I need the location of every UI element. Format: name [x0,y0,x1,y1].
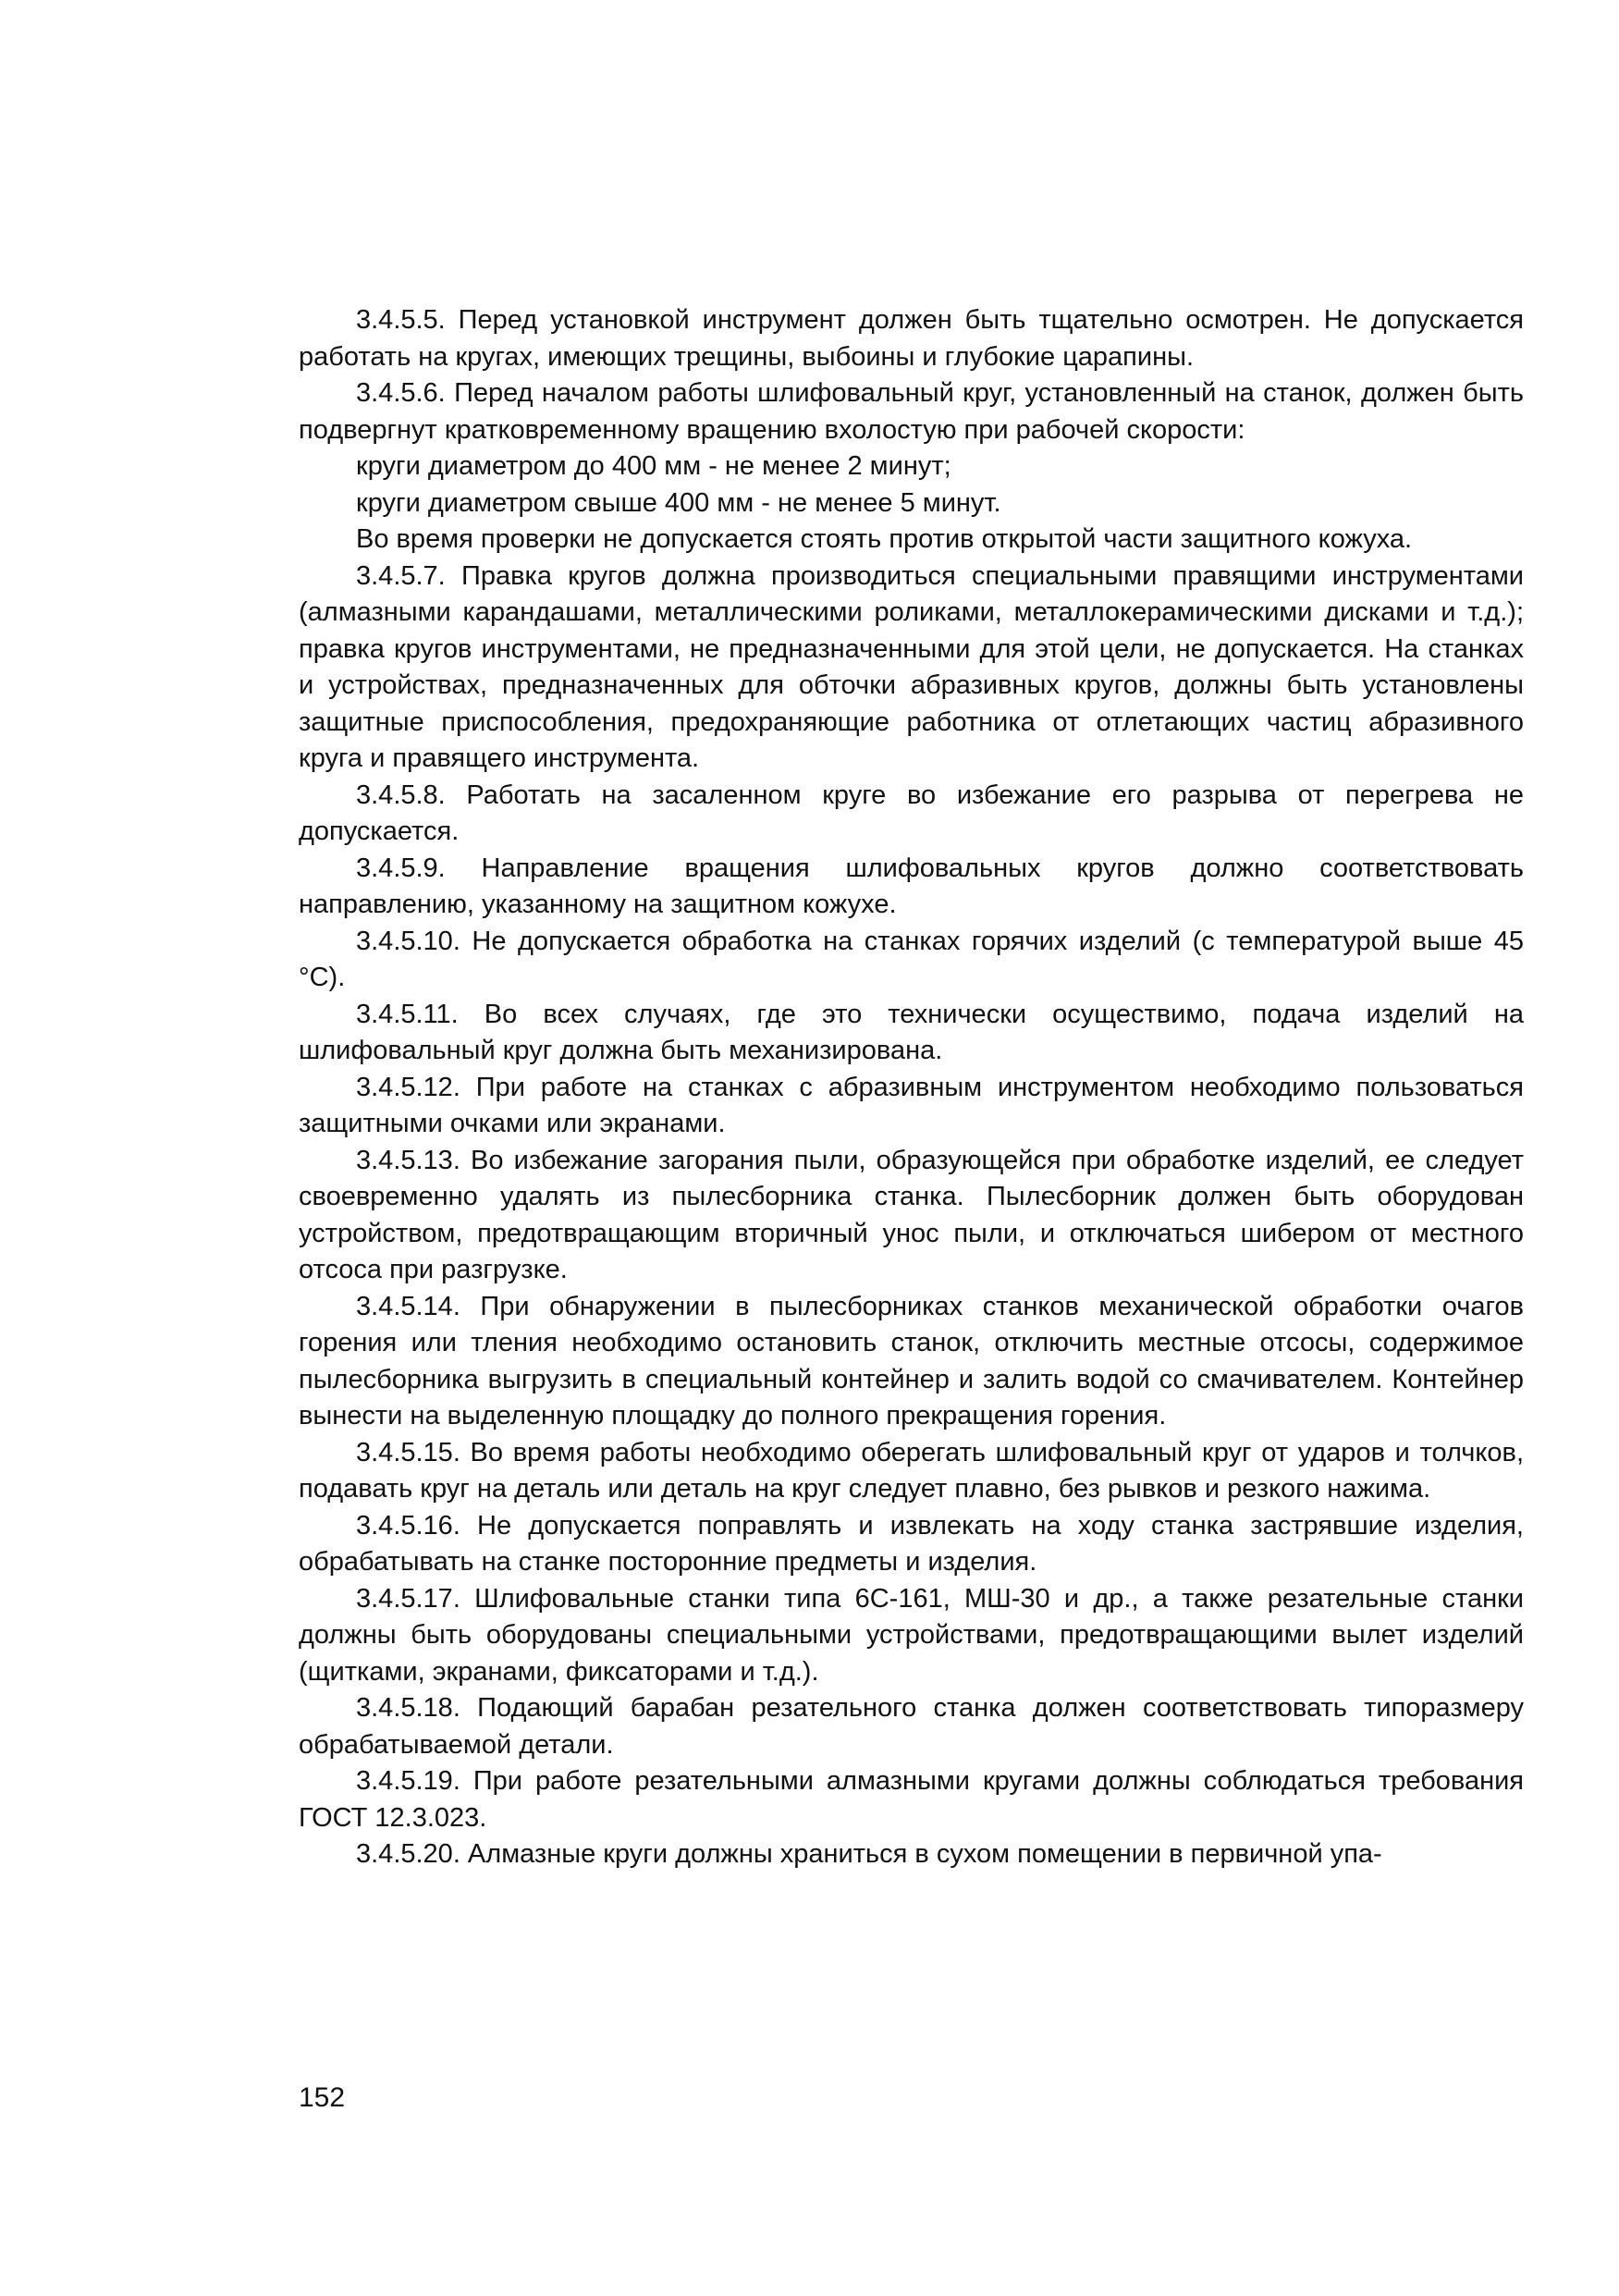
paragraph-3-4-5-15: 3.4.5.15. Во время работы необходимо оберегать шлифовальный круг от ударов и толчков, подавать круг на деталь или деталь на круг следует плавно, без рывков и резкого нажима. [299,1437,1524,1504]
list-item-over-400mm: круги диаметром свыше 400 мм - не менее 5 минут. [356,487,1001,518]
paragraph-3-4-5-13: 3.4.5.13. Во избежание загорания пыли, образующейся при обработке изделий, ее следует своевременно удалять из пылесборника станка. Пылесборник должен быть оборудован устройством, предотвращающим вторичный унос пыли, и отключаться шибером от местного отсоса при разгрузке. [299,1145,1524,1284]
paragraph-3-4-5-12: 3.4.5.12. При работе на станках с абразивным инструментом необходимо пользоваться защитными очками или экранами. [299,1072,1524,1138]
paragraph-3-4-5-14: 3.4.5.14. При обнаружении в пылесборниках станков механической обработки очагов горения или тления необходимо остановить станок, отключить местные отсосы, содержимое пылесборника выгрузить в специальный контейнер и залить водой со смачивателем. Контейнер вынести на выделенную площадку до полного прекращения горения. [299,1291,1524,1430]
paragraph-3-4-5-20: 3.4.5.20. Алмазные круги должны храниться в сухом помещении в первичной упа- [356,1839,1382,1869]
paragraph-3-4-5-7: 3.4.5.7. Правка кругов должна производиться специальными правящими инструментами (алмазными карандашами, металлическими роликами, металлокерамическими дисками и т.д.); правка кругов инструментами, не предназначенными для этой цели, не допускается. На станках и устройствах, предназначенных для обточки абразивных кругов, должны быть установлены защитные приспособления, предохраняющие работника от отлетающих частиц абразивного круга и правящего инструмента. [299,560,1524,773]
paragraph-3-4-5-17: 3.4.5.17. Шлифовальные станки типа 6С-161, МШ-30 и др., а также резательные станки должны быть оборудованы специальными устройствами, предотвращающими вылет изделий (щитками, экранами, фиксаторами и т.д.). [299,1583,1524,1687]
body-text [299,302,1524,1873]
paragraph-inspection-note: Во время проверки не допускается стоять против открытой части защитного кожуха. [356,524,1413,554]
list-item-up-to-400mm: круги диаметром до 400 мм - не менее 2 минут; [356,451,951,481]
paragraph-3-4-5-9: 3.4.5.9. Направление вращения шлифовальных кругов должно соответствовать направлению, указанному на защитном кожухе. [299,853,1524,919]
paragraph-3-4-5-19: 3.4.5.19. При работе резательными алмазными кругами должны соблюдаться требования ГОСТ 12.3.023. [299,1766,1524,1833]
paragraph-3-4-5-18: 3.4.5.18. Подающий барабан резательного станка должен соответствовать типоразмеру обрабатываемой детали. [299,1693,1524,1760]
paragraph-3-4-5-10: 3.4.5.10. Не допускается обработка на станках горячих изделий (с температурой выше 45 °С). [299,926,1524,992]
paragraph-3-4-5-16: 3.4.5.16. Не допускается поправлять и извлекать на ходу станка застрявшие изделия, обрабатывать на станке посторонние предметы и изделия. [299,1510,1524,1577]
paragraph-3-4-5-6: 3.4.5.6. Перед началом работы шлифовальный круг, установленный на станок, должен быть подвергнут кратковременному вращению вхолостую при рабочей скорости: [299,378,1524,445]
page-number: 152 [299,2082,346,2113]
paragraph-3-4-5-8: 3.4.5.8. Работать на засаленном круге во избежание его разрыва от перегрева не допускается. [299,780,1524,846]
paragraph-3-4-5-5: 3.4.5.5. Перед установкой инструмент должен быть тщательно осмотрен. Не допускается работать на кругах, имеющих трещины, выбоины и глубокие царапины. [299,305,1524,372]
paragraph-3-4-5-11: 3.4.5.11. Во всех случаях, где это технически осуществимо, подача изделий на шлифовальный круг должна быть механизирована. [299,999,1524,1065]
